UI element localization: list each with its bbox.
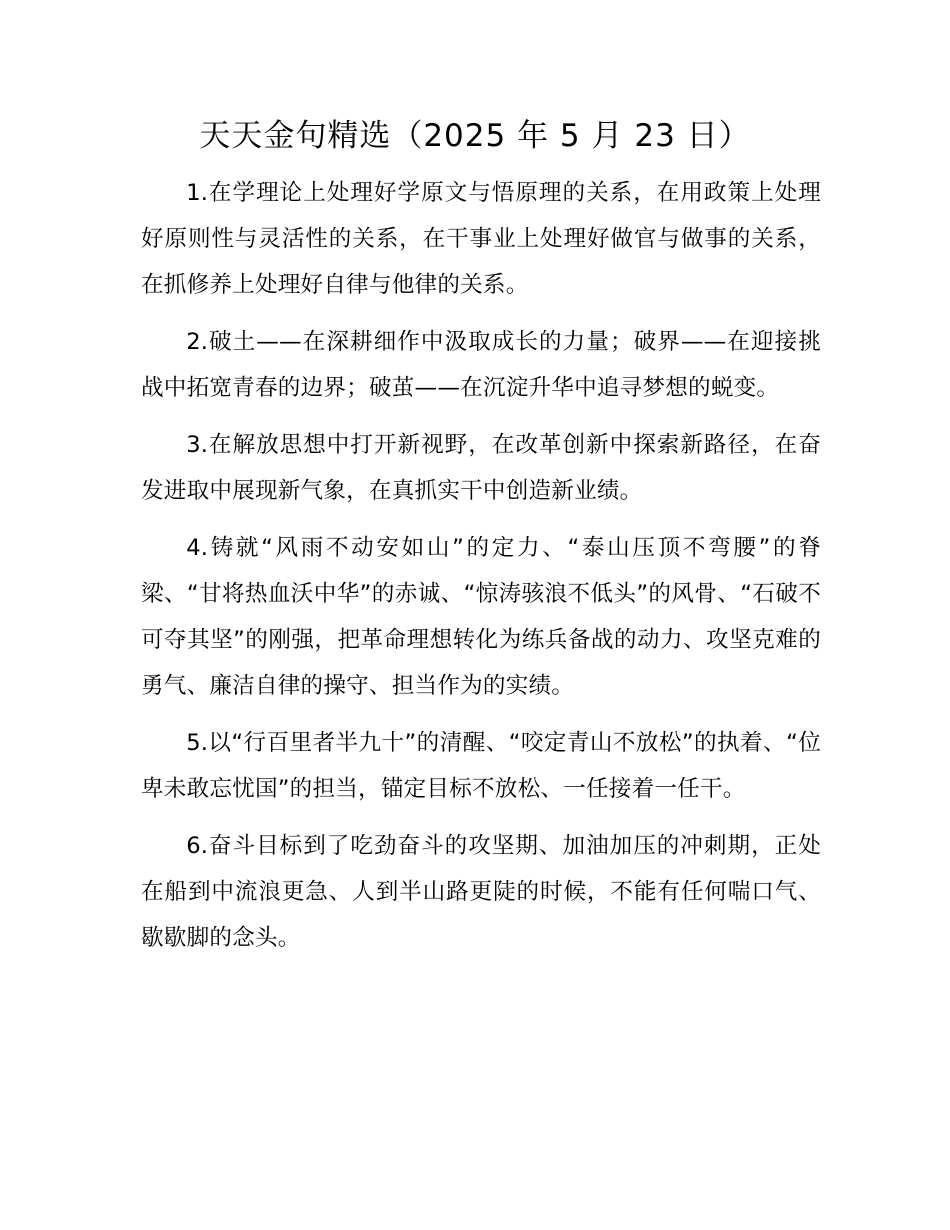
- document-body: [141, 170, 821, 972]
- paragraph-1: 1.在学理论上处理好学原文与悟原理的关系，在用政策上处理好原则性与灵活性的关系，在干事业上处理好做官与做事的关系，在抓修养上处理好自律与他律的关系。: [141, 180, 821, 298]
- paragraph-5: 5.以“行百里者半九十”的清醒、“咬定青山不放松”的执着、“位卑未敢忘忧国”的担当，锚定目标不放松、一任接着一任干。: [141, 730, 821, 802]
- paragraph-6: 6.奋斗目标到了吃劲奋斗的攻坚期、加油加压的冲刺期，正处在船到中流浪更急、人到半山路更陡的时候，不能有任何喘口气、歇歇脚的念头。: [141, 833, 821, 951]
- page-title: 天天金句精选（2025 年 5 月 23 日）: [199, 118, 751, 154]
- paragraph-4: 4.铸就“风雨不动安如山”的定力、“泰山压顶不弯腰”的脊梁、“甘将热血沃中华”的赤诚、“惊涛骇浪不低头”的风骨、“石破不可夺其坚”的刚强，把革命理想转化为练兵备战的动力、攻坚克难的勇气、廉洁自律的操守、担当作为的实绩。: [141, 535, 821, 699]
- paragraph-3: 3.在解放思想中打开新视野，在改革创新中探索新路径，在奋发进取中展现新气象，在真抓实干中创造新业绩。: [141, 432, 821, 504]
- paragraph-2: 2.破土——在深耕细作中汲取成长的力量；破界——在迎接挑战中拓宽青春的边界；破茧——在沉淀升华中追寻梦想的蜕变。: [141, 329, 821, 401]
